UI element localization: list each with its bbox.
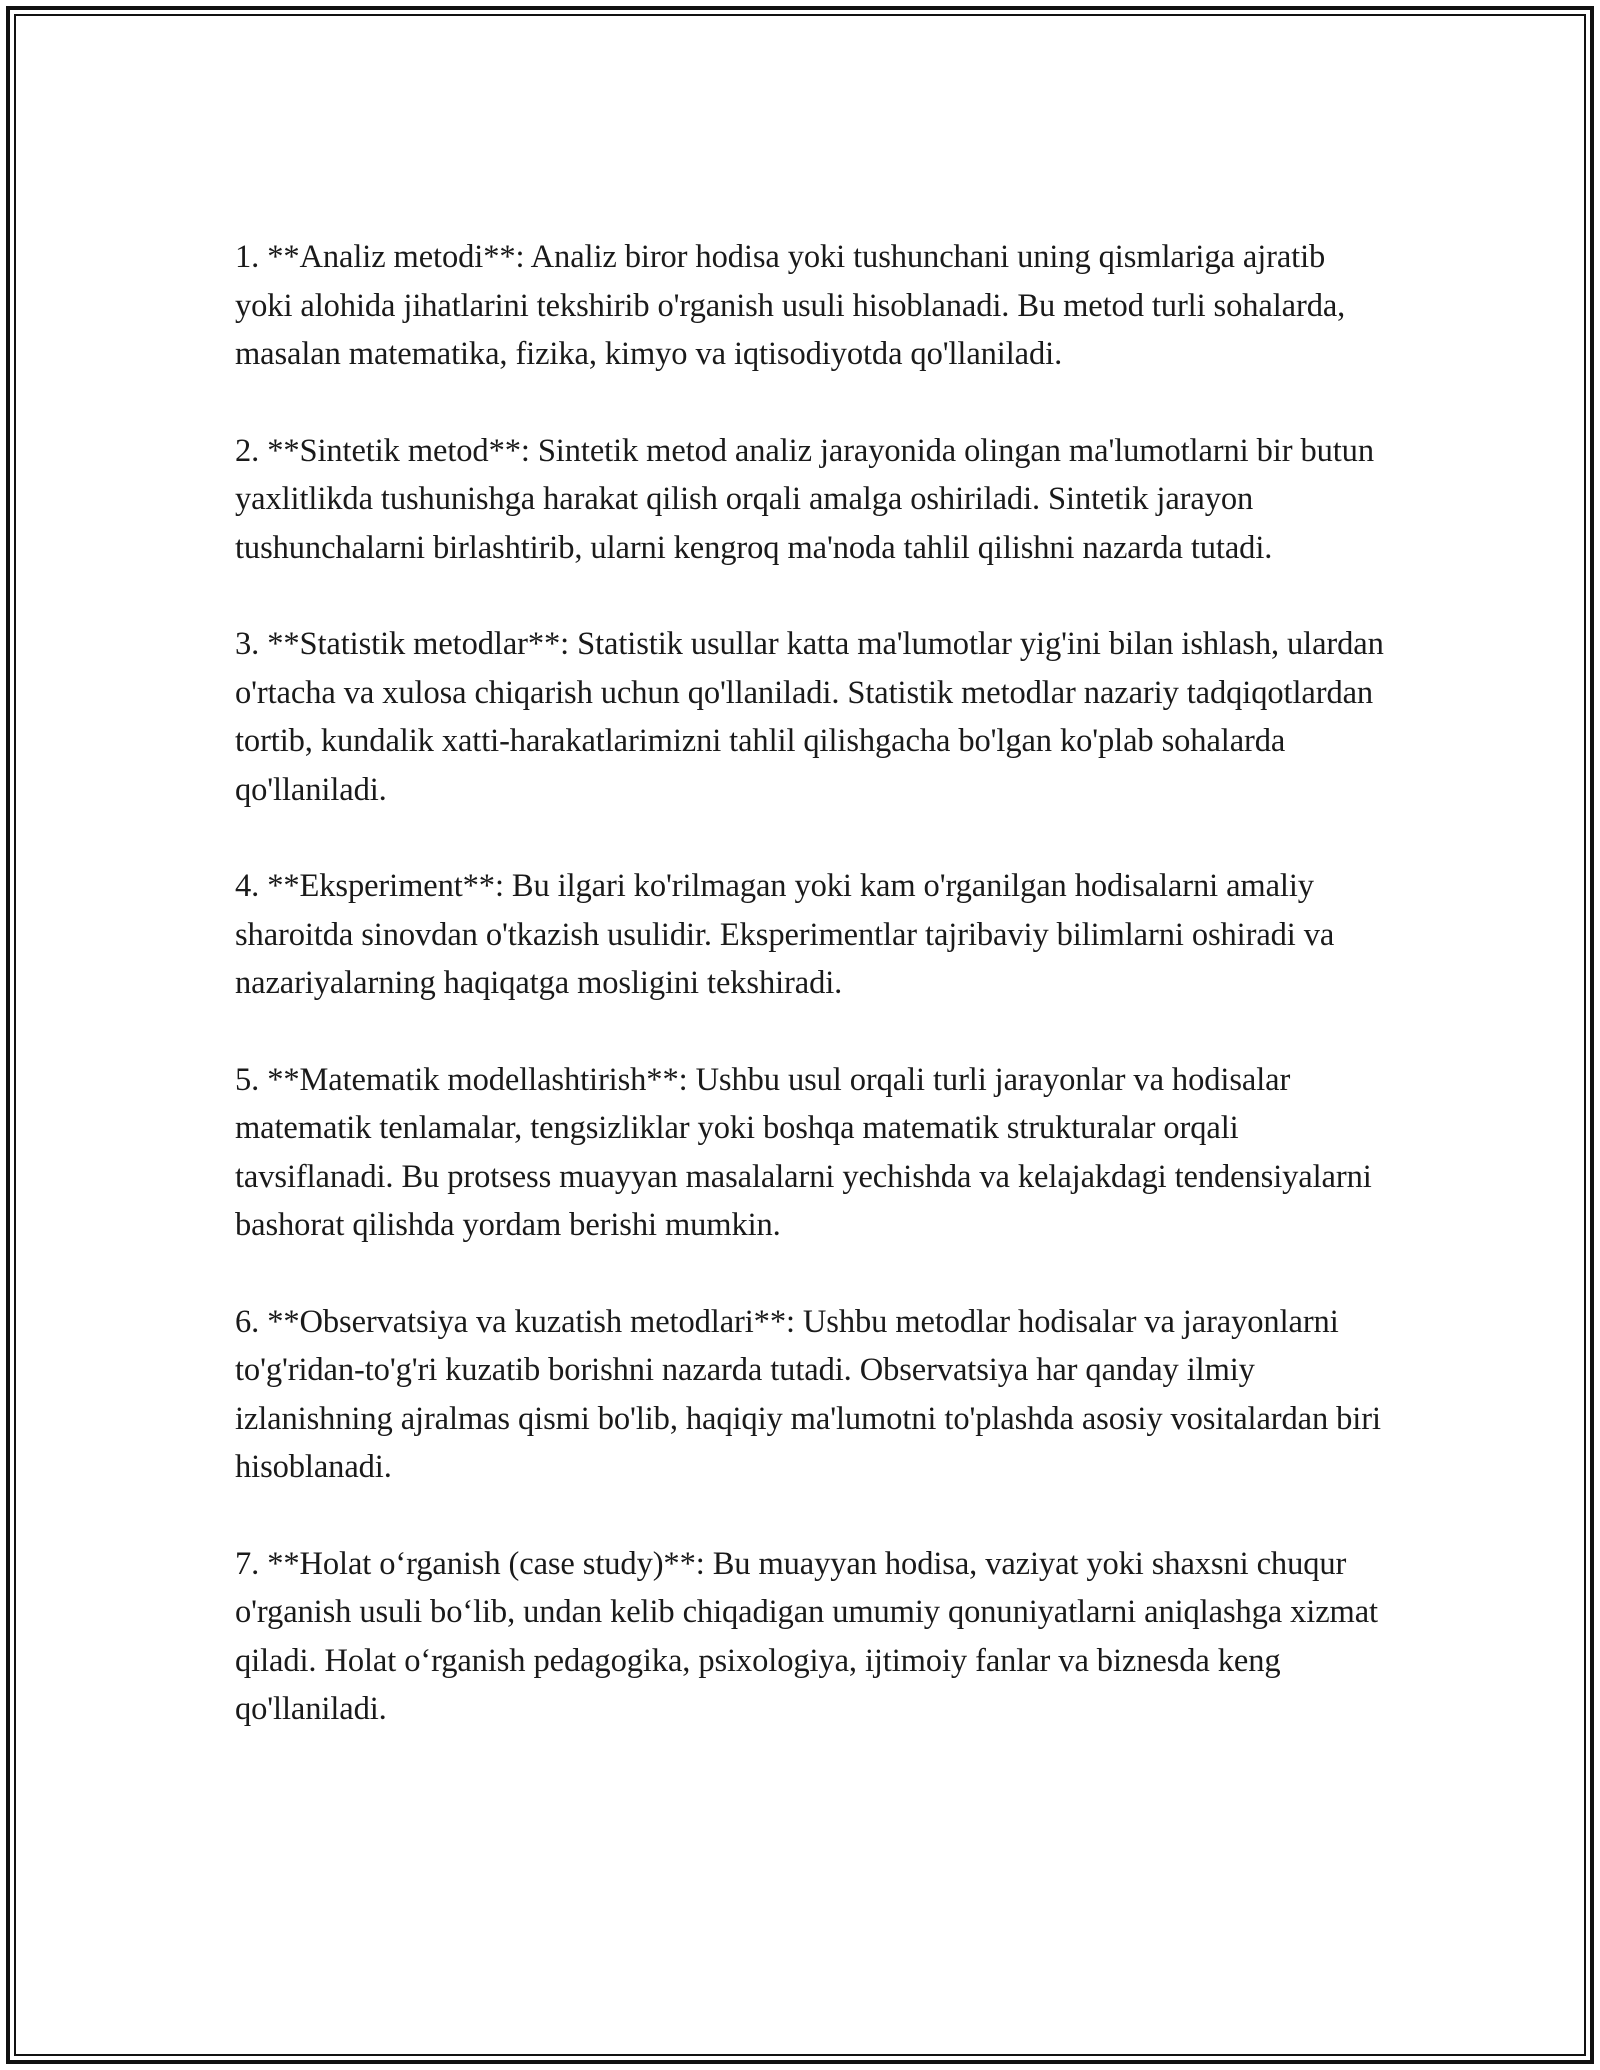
paragraph-analiz-metodi: 1. **Analiz metodi**: Analiz biror hodisa yoki tushunchani uning qismlariga ajratib yoki alohida jihatlarini tekshirib o'rganish usuli hisoblanadi. Bu metod turli sohalarda, masalan matematika, fizika, kimyo va iqtisodiyotda qo'llaniladi.: [235, 239, 1346, 372]
paragraph-eksperiment: 4. **Eksperiment**: Bu ilgari ko'rilmagan yoki kam o'rganilgan hodisalarni amaliy sharoitda sinovdan o'tkazish usulidir. Eksperimentlar tajribaviy bilimlarni oshiradi va nazariyalarning haqiqatga mosligini tekshiradi.: [235, 868, 1335, 1001]
paragraph-holat-organish: 7. **Holat o‘rganish (case study)**: Bu muayyan hodisa, vaziyat yoki shaxsni chuqur o'rganish usuli bo‘lib, undan kelib chiqadigan umumiy qonuniyatlarni aniqlashga xizmat qiladi. Holat o‘rganish pedagogika, psixologiya, ijtimoiy fanlar va biznesda keng qo'llaniladi.: [235, 1545, 1378, 1727]
paragraph-statistik-metodlar: 3. **Statistik metodlar**: Statistik usullar katta ma'lumotlar yig'ini bilan ishlash, ulardan o'rtacha va xulosa chiqarish uchun qo'llaniladi. Statistik metodlar nazariy tadqiqotlardan tortib, kundalik xatti-harakatlarimizni tahlil qilishgacha bo'lgan ko'plab sohalarda qo'llaniladi.: [235, 626, 1384, 808]
paragraph-sintetik-metod: 2. **Sintetik metod**: Sintetik metod analiz jarayonida olingan ma'lumotlarni bir butun yaxlitlikda tushunishga harakat qilish orqali amalga oshiriladi. Sintetik jarayon tushunchalarni birlashtirib, ularni kengroq ma'noda tahlil qilishni nazarda tutadi.: [235, 432, 1374, 566]
paragraph-matematik-modellashtirish: 5. **Matematik modellashtirish**: Ushbu usul orqali turli jarayonlar va hodisalar matematik tenlamalar, tengsizliklar yoki boshqa matematik strukturalar orqali tavsiflanadi. Bu protsess muayyan masalalarni yechishda va kelajakdagi tendensiyalarni bashorat qilishda yordam berishi mumkin.: [235, 1061, 1372, 1243]
document-body: [235, 233, 1385, 1782]
paragraph-observatsiya: 6. **Observatsiya va kuzatish metodlari**: Ushbu metodlar hodisalar va jarayonlarni to'g'ridan-to'g'ri kuzatib borishni nazarda tutadi. Observatsiya har qanday ilmiy izlanishning ajralmas qismi bo'lib, haqiqiy ma'lumotni to'plashda asosiy vositalardan biri hisoblanadi.: [235, 1303, 1381, 1485]
